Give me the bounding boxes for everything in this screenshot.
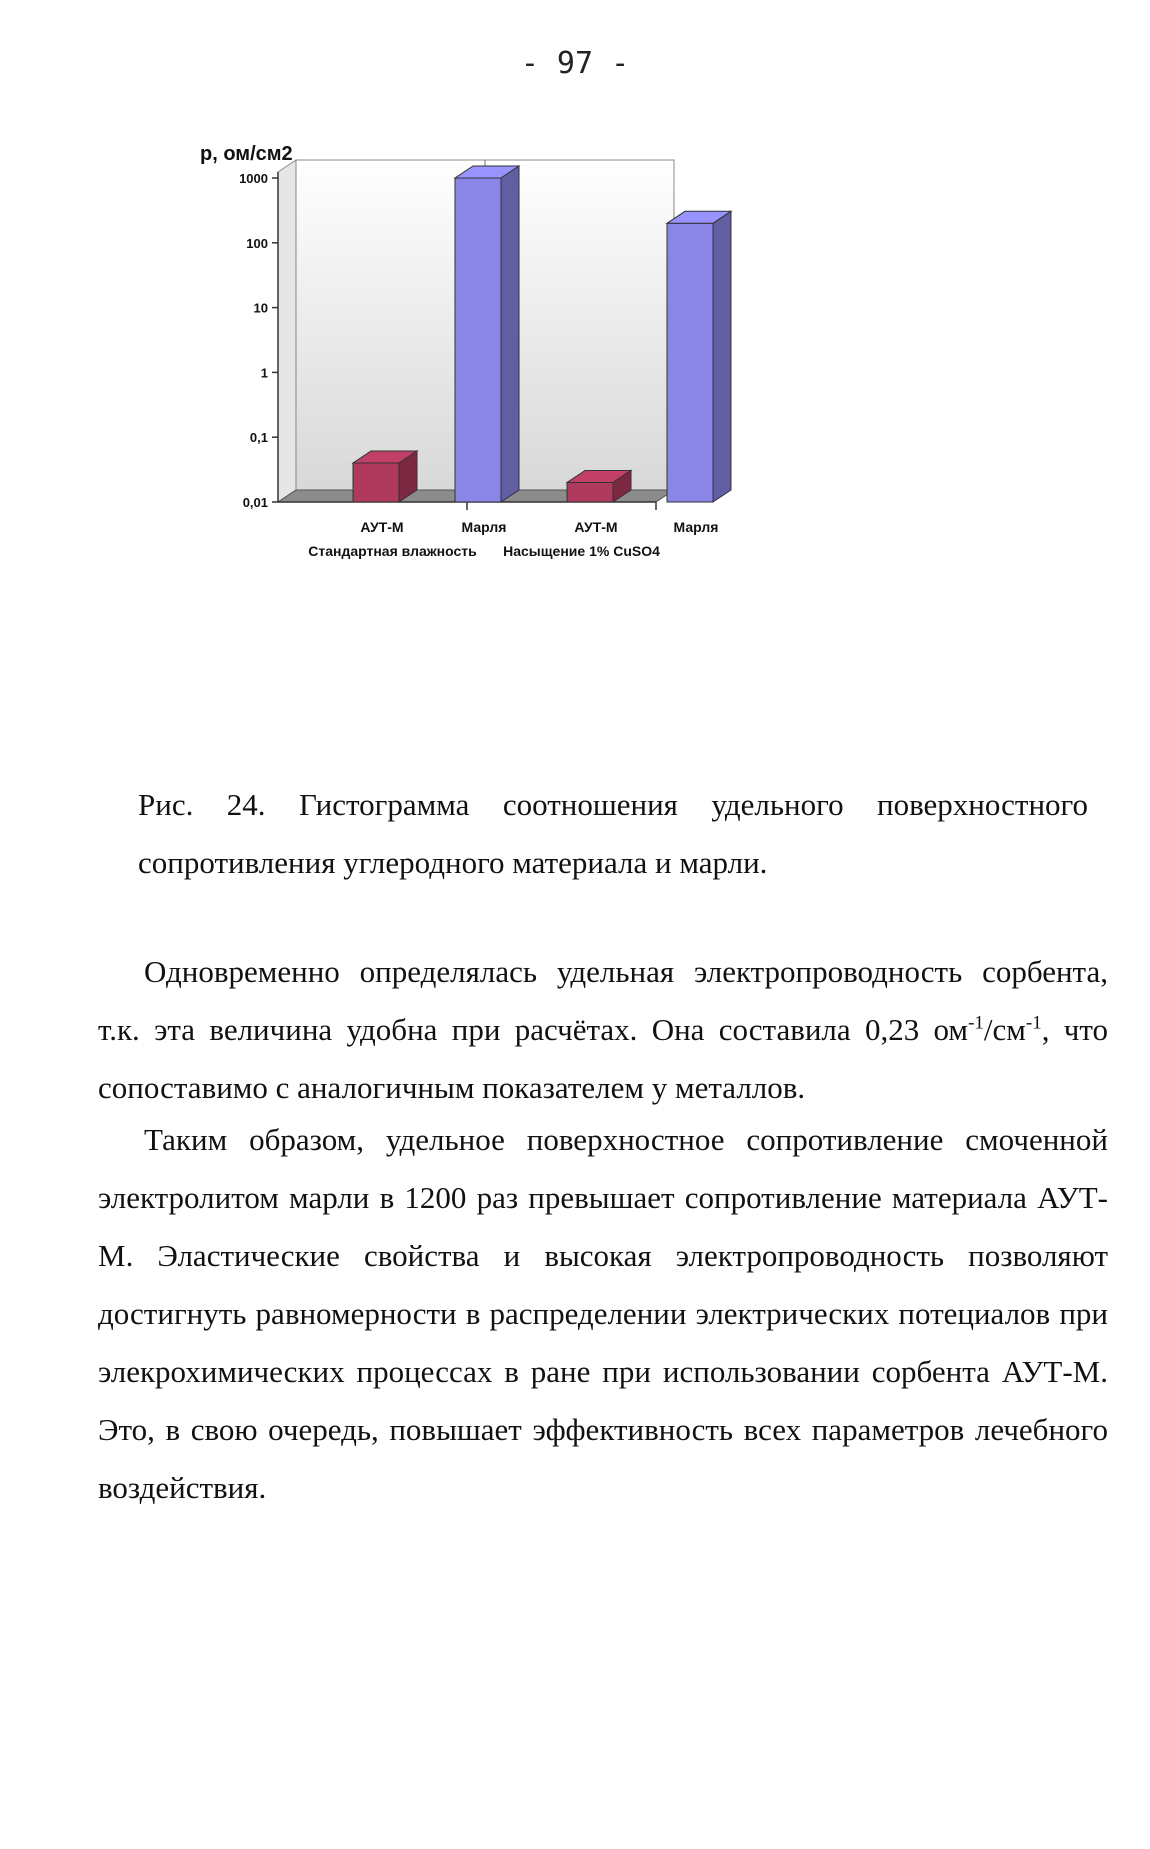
- x-group-label: Насыщение 1% CuSO4: [503, 543, 660, 559]
- y-tick-label: 1000: [239, 171, 268, 186]
- bar: [455, 178, 501, 502]
- paragraph-text: Одновременно определялась удельная электропроводность сорбента, т.к. эта величина удобна при расчётах. Она составила 0,23 ом: [98, 954, 1108, 1047]
- bar-chart: [200, 130, 800, 690]
- x-tick-label: Марля: [673, 519, 719, 535]
- y-tick-label: 0,01: [242, 495, 268, 510]
- paragraph-text: /см: [983, 1012, 1026, 1047]
- bar: [567, 482, 613, 502]
- y-tick-label: 10: [253, 300, 268, 316]
- paragraph-text: , что сопоставимо с аналогичным показателем у металлов.: [98, 1012, 1109, 1105]
- superscript: -1: [1025, 1012, 1042, 1034]
- y-tick-label: 0,1: [249, 430, 268, 446]
- bar: [667, 223, 713, 502]
- x-axis-labels: [308, 519, 718, 559]
- superscript: -1: [968, 1012, 984, 1034]
- y-tick-label: 1: [260, 365, 268, 381]
- y-axis-label: р, ом/см2: [200, 143, 293, 165]
- paragraph-conclusion: Таким образом, удельное поверхностное сопротивление смоченной электролитом марли в 1200 раз превышает сопротивление материала АУТ-М. Эластические свойства и высокая электропроводность позволяют достигнуть равномерности в распределении электрических потециалов при элекрохимических процессах в ране при использовании сорбента АУТ-М. Это, в свою очередь, повышает эффективность всех параметров лечебного воздействия.: [98, 1122, 1108, 1505]
- paragraph-conductivity: [98, 943, 1108, 1117]
- x-tick-label: Марля: [461, 519, 507, 535]
- figure-caption: Рис. 24. Гистограмма соотношения удельного поверхностного сопротивления углеродного материала и марли.: [138, 787, 1088, 880]
- x-tick-label: АУТ-М: [574, 519, 618, 535]
- plot-area: [239, 160, 731, 510]
- x-tick-label: АУТ-М: [360, 519, 404, 535]
- side-wall: [278, 160, 296, 502]
- bar-side: [501, 166, 519, 502]
- bar: [353, 463, 399, 502]
- page-number: - 97 -: [520, 46, 630, 81]
- bar-side: [713, 211, 731, 502]
- x-group-label: Стандартная влажность: [308, 543, 477, 559]
- y-tick-label: 100: [246, 235, 268, 251]
